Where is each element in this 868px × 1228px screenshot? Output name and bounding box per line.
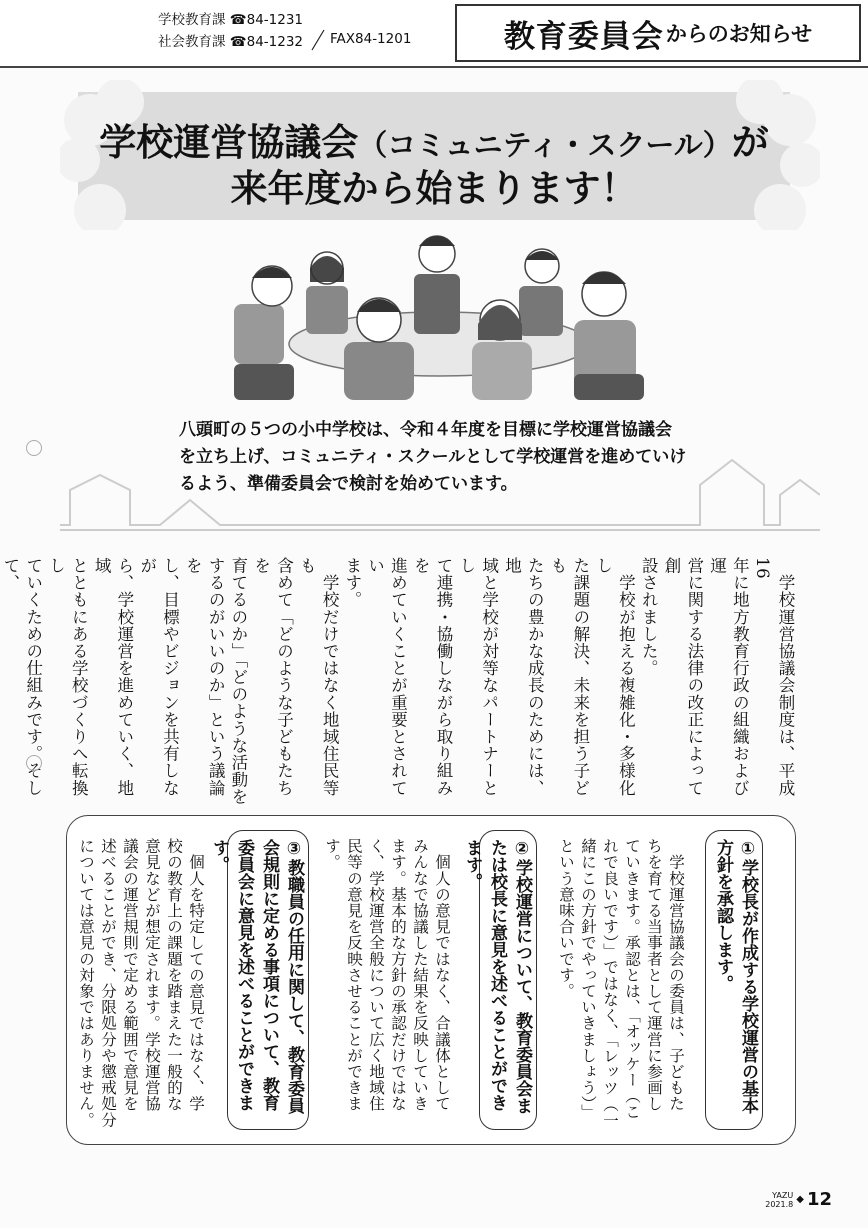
binder-hole-icon [26, 755, 42, 771]
diamond-icon: ◆ [796, 1194, 804, 1205]
footer-brand: YAZU 2021.8 [765, 1190, 794, 1209]
function-2-text: 個人の意見ではなく、合議体として みんなで協議した結果を反映していき ます。基本的な方針の承認だけではな く、学校運営全般について広く地域住 民等の意見を反映させることができま す。 [323, 838, 451, 1112]
function-1-text: 学校運営協議会の委員は、子どもた ちを育てる当事者として運営に参画し ていきます。承認とは、「オッケー（こ れで良いです）」ではなく、「レッツ（一 緒にこの方針でやっていきましょう）」 という意味合いです。 [557, 838, 685, 1129]
notice-subtitle: からのお知らせ [665, 22, 813, 46]
function-3-text: 個人を特定しての意見ではなく、学 校の教育上の課題を踏まえた一般的な 意見などが想定されます。学校運営協 議会の運営規則で定める範囲で意見を 述べることができ、分限処分や懲戒処分 については意見の対象ではありません。 [77, 838, 205, 1128]
function-3-heading: ③教職員の任用に関して、教育委員会規則に定める事項について、教育委員会に意見を述べることができます。 [227, 830, 309, 1130]
page-title-line2: 来年度から始まります！ [230, 167, 638, 210]
contact-school-education: 学校教育課 ☎84-1231 [158, 12, 304, 28]
functions-box [66, 815, 796, 1145]
page-footer [765, 1189, 832, 1210]
function-1-heading: ①学校長が作成する学校運営の基本方針を承認します。 [705, 830, 763, 1130]
meeting-illustration [214, 224, 654, 400]
contact-social-education: 社会教育課 ☎84-1232 [158, 34, 304, 50]
body-article: 学校運営協議会制度は、平成16 年に地方教育行政の組織および運 営に関する法律の改正によって創 設されました。 学校が抱える複雑化・多様化し た課題の解決、未来を担う子ども たちの豊かな成長のためには、地 域と学校が対等なパートナーとし て連携・協働しながら取り組みを 進めていくことが重要とされてい ます。 学校だけではなく地域住民等も 含めて「どのような子どもたちを 育てるのか」「どのような活動を するのがいいのか」という議論を し、目標やビジョンを共有しなが ら、学校運営を進めていく、地域 とともにある学校づくりへ転換し ていくための仕組みです。そして、 [0, 557, 795, 806]
contact-list [158, 9, 303, 53]
section-heading-box [455, 4, 861, 62]
fax-number: FAX84-1201 [330, 31, 412, 47]
page-header [0, 0, 868, 68]
intro-paragraph: 八頭町の５つの小中学校は、令和４年度を目標に学校運営協議会 を立ち上げ、コミュニティ・スクールとして学校運営を進めていけ るよう、準備委員会で検討を始めています。 [179, 420, 687, 494]
slash-divider [310, 26, 326, 54]
page-number: 12 [806, 1189, 832, 1210]
binder-hole-icon [26, 440, 42, 456]
function-2-heading: ②学校運営について、教育委員会または校長に意見を述べることができます。 [479, 830, 537, 1130]
page-title-line1: 学校運営協議会（コミュニティ・スクール）が [99, 121, 769, 164]
notice-main-title: 教育委員会 [503, 18, 664, 55]
